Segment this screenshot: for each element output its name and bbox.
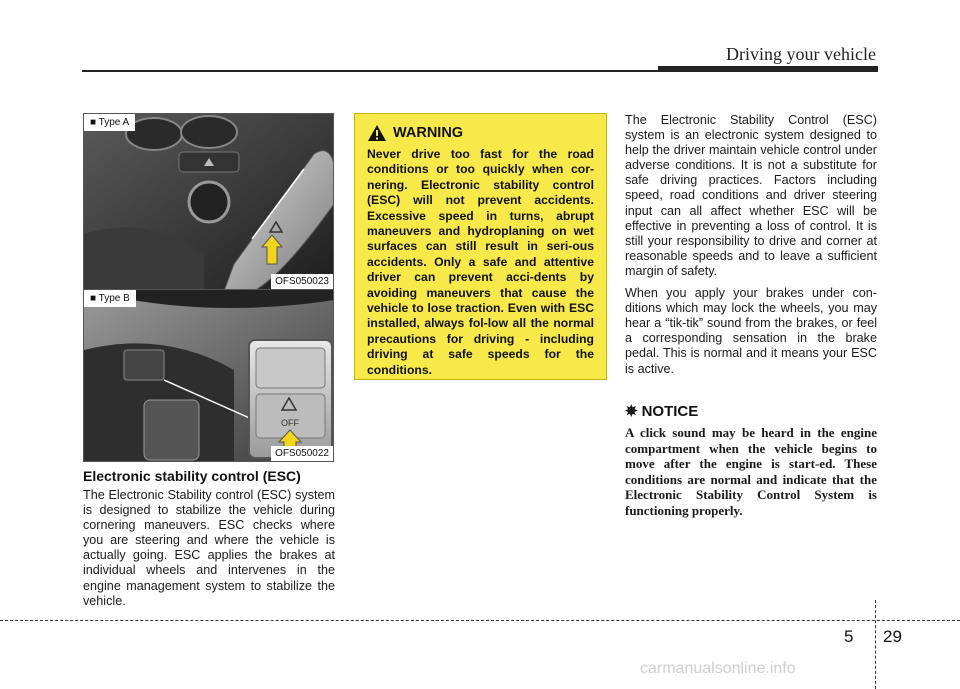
right-paragraph-2: When you apply your brakes under con-ditions which may lock the wheels, you may hear a “tik-tik” sound from the brakes, or feel a corresponding sensation in the brake pedal. This is normal and it means your ESC is active.	[625, 286, 877, 376]
esc-off-text: OFF	[281, 418, 299, 428]
watermark: carmanualsonline.info	[640, 660, 796, 677]
page-header-title: Driving your vehicle	[726, 44, 876, 64]
notice-star-icon: ✵	[625, 403, 638, 420]
figure-a-code: OFS050023	[271, 274, 333, 289]
header-rule-thick	[658, 66, 878, 72]
figure-b-illustration	[84, 290, 334, 462]
page-number: 29	[883, 627, 902, 646]
warning-box	[354, 113, 607, 380]
footer-dash-line	[0, 620, 960, 621]
notice-heading	[625, 402, 698, 420]
header-rule	[82, 70, 660, 72]
page-chapter: 5	[844, 627, 854, 646]
section-heading: Electronic stability control (ESC)	[83, 468, 301, 484]
section-paragraph: The Electronic Stability control (ESC) system is designed to stabilize the vehicle during cornering maneuvers. ESC checks where you are steering and where the vehicle is actually going. ESC applies the brakes at individual wheels and intervenes in the engine management system to stabilize the vehicle.	[83, 488, 335, 608]
right-paragraph-1: The Electronic Stability Control (ESC) system is an electronic system designed to help the driver maintain vehicle control under adverse conditions. It is not a substitute for safe driving practices. Factors including speed, road conditions and driver steering input can all affect whether ESC will be effective in preventing a loss of control. It is still your responsibility to drive and corner at reasonable speeds and to leave a sufficient margin of safety.	[625, 113, 877, 278]
warning-text: Never drive too fast for the road conditions or too quickly when cor-nering. Electronic stability control (ESC) will not prevent accidents. Excessive speed in turns, abrupt maneuvers and hydroplaning on wet surfaces can still result in seri-ous accidents. Only a safe and attentive driver can prevent acci-dents by avoiding maneuvers that cause the vehicle to lose traction. Even with ESC installed, always fol-low all the normal precautions for driving - including driving at safe speeds for the conditions.	[367, 147, 594, 377]
figure-type-b	[83, 289, 334, 462]
type-b-label: ■ Type B	[84, 290, 136, 307]
warning-title-row	[367, 124, 594, 142]
page-divider	[875, 600, 876, 689]
figure-b-code: OFS050022	[271, 446, 333, 461]
warning-title: WARNING	[393, 125, 464, 141]
figure-type-a	[83, 113, 334, 290]
type-a-label: ■ Type A	[84, 114, 135, 131]
right-column	[625, 113, 877, 384]
notice-text: A click sound may be heard in the engine compartment when the vehicle begins to move after the engine is start-ed. These conditions are normal and indicate that the Electronic Stability Control System is functioning properly.	[625, 425, 877, 518]
figure-a-illustration	[84, 114, 334, 290]
warning-triangle-icon	[367, 124, 387, 142]
notice-title: NOTICE	[641, 402, 699, 420]
